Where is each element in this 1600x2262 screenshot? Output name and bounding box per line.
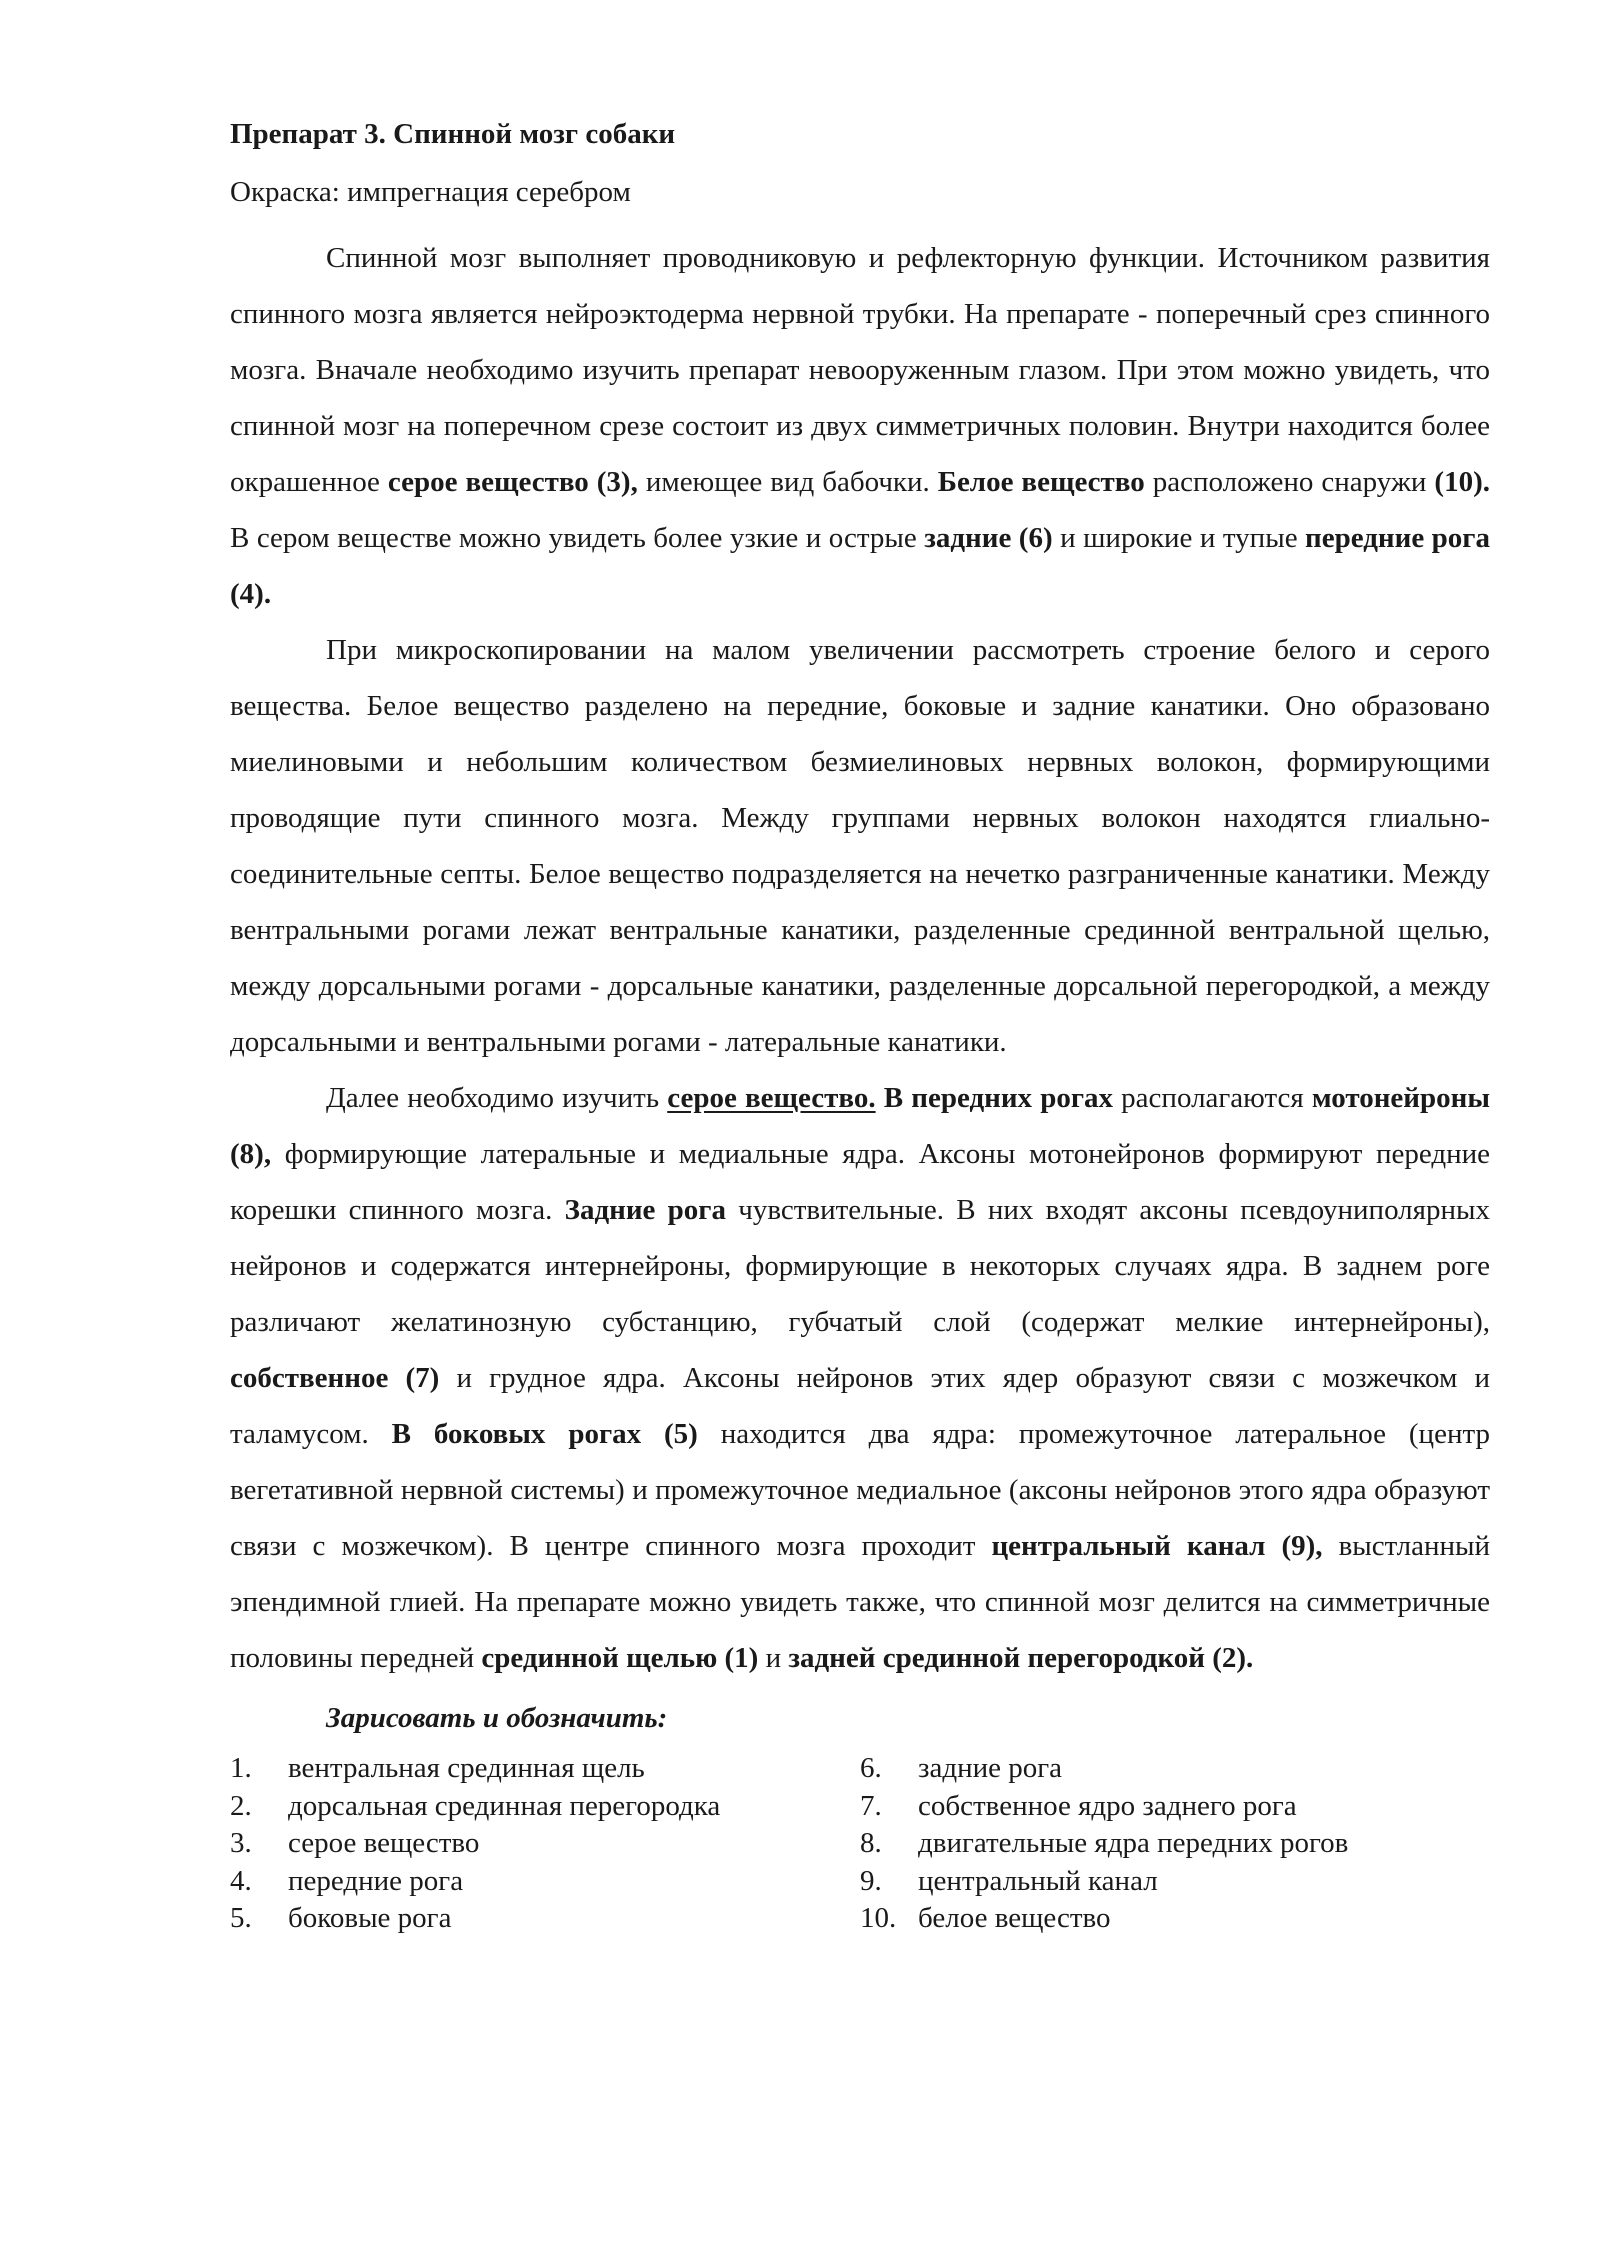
text-run: и грудное ядра. Аксоны нейронов этих ядер образуют связи с мозжечком и таламусом.	[230, 1362, 1490, 1450]
text-run: При микроскопировании на малом увеличении рассмотреть строение белого и серого вещества. Белое вещество разделено на передние, боковые и задние канатики. Оно образовано миелиновыми и небольшим количеством безмиелиновых нервных волокон, формирующими проводящие пути спинного мозга. Между группами нервных волокон находятся глиально-соединительные септы. Белое вещество подразделяется на нечетко разграниченные канатики. Между вентральными рогами лежат вентральные канатики, разделенные срединной вентральной щелью, между дорсальными рогами - дорсальные канатики, разделенные дорсальной перегородкой, а между дорсальными и вентральными рогами - латеральные канатики.	[230, 634, 1490, 1058]
legend-list-right	[860, 1750, 1490, 1938]
legend-item	[230, 1750, 860, 1788]
text-run: расположено снаружи	[1144, 466, 1435, 498]
legend-item	[860, 1863, 1490, 1901]
legend-lists	[230, 1750, 1490, 1938]
text-run: имеющее вид бабочки.	[637, 466, 938, 498]
emphasis: (10).	[1434, 466, 1490, 498]
paragraph-3	[230, 1070, 1490, 1686]
legend-item-label: белое вещество	[918, 1902, 1111, 1934]
emphasis: центральный канал (9),	[991, 1530, 1323, 1562]
task-heading: Зарисовать и обозначить:	[326, 1702, 668, 1734]
emphasis: Задние рога	[564, 1194, 726, 1226]
legend-item-label: серое вещество	[288, 1827, 480, 1859]
emphasis: мотонейроны (8),	[230, 1082, 1490, 1170]
legend-item-number: 3.	[230, 1827, 252, 1859]
emphasis: В передних рогах	[883, 1082, 1114, 1114]
document-page	[230, 108, 1490, 1938]
legend-item-label: задние рога	[918, 1752, 1063, 1784]
legend-item-number: 10.	[860, 1902, 897, 1934]
legend-item-number: 5.	[230, 1902, 252, 1934]
legend-item-number: 8.	[860, 1827, 882, 1859]
emphasis: серое вещество (3),	[387, 466, 638, 498]
legend-list-left	[230, 1750, 860, 1938]
legend-item-label: двигательные ядра передних рогов	[918, 1827, 1349, 1859]
paragraph-1	[230, 230, 1490, 622]
legend-column-right	[860, 1750, 1490, 1938]
emphasis: Белое вещество	[937, 466, 1145, 498]
legend-item-label: передние рога	[288, 1864, 464, 1897]
legend-column-left	[230, 1750, 860, 1938]
document-title: Препарат 3. Спинной мозг собаки	[230, 118, 676, 150]
emphasis: срединной щелью (1)	[481, 1642, 759, 1674]
legend-item	[230, 1863, 860, 1901]
text-run	[876, 1082, 884, 1114]
emphasis: передние рога (4).	[230, 522, 1490, 610]
legend-item	[230, 1900, 860, 1938]
legend-item	[230, 1788, 860, 1826]
emphasis: задние (6)	[924, 522, 1053, 554]
legend-item	[860, 1900, 1490, 1938]
legend-item-number: 2.	[230, 1789, 252, 1822]
text-run: располагаются	[1113, 1082, 1312, 1114]
text-run: выстланный эпендимной глией. На препарате можно увидеть также, что спинной мозг делится на симметричные половины передней	[230, 1530, 1491, 1674]
legend-item-number: 4.	[230, 1864, 252, 1897]
legend-item-number: 9.	[860, 1864, 882, 1897]
paragraph-2	[230, 622, 1490, 1070]
legend-item	[860, 1750, 1490, 1788]
legend-item-number: 6.	[860, 1752, 882, 1784]
legend-item	[230, 1825, 860, 1863]
text-run: и широкие и тупые	[1052, 522, 1306, 554]
emphasis: собственное (7)	[230, 1362, 440, 1394]
legend-item-label: вентральная срединная щель	[288, 1752, 645, 1784]
legend-item	[860, 1825, 1490, 1863]
text-run: чувствительные. В них входят аксоны псевдоуниполярных нейронов и содержатся интернейроны, формирующие в некоторых случаях ядра. В заднем роге различают желатинозную субстанцию, губчатый слой (содержат мелкие интернейроны),	[230, 1194, 1490, 1338]
legend-item-label: дорсальная срединная перегородка	[288, 1789, 721, 1822]
stain-method: Окраска: импрегнация серебром	[230, 176, 631, 208]
emphasis-underlined: серое вещество.	[667, 1082, 876, 1114]
text-run: и	[758, 1642, 789, 1674]
legend-item-label: собственное ядро заднего рога	[918, 1789, 1297, 1822]
text-run: находится два ядра: промежуточное латеральное (центр вегетативной нервной системы) и промежуточное медиальное (аксоны нейронов этого ядра образуют связи с мозжечком). В центре спинного мозга проходит	[230, 1418, 1490, 1562]
emphasis: задней срединной перегородкой (2).	[788, 1642, 1254, 1674]
emphasis: В боковых рогах (5)	[391, 1418, 698, 1450]
legend-item-label: центральный канал	[918, 1864, 1158, 1897]
text-run: формирующие латеральные и медиальные ядра. Аксоны мотонейронов формируют передние корешки спинного мозга.	[230, 1138, 1490, 1226]
text-run: В сером веществе можно увидеть более узкие и острые	[230, 522, 925, 554]
text-run: Далее необходимо изучить	[326, 1082, 668, 1114]
legend-item-label: боковые рога	[288, 1902, 452, 1934]
text-run: Спинной мозг выполняет проводниковую и рефлекторную функции. Источником развития спинного мозга является нейроэктодерма нервной трубки. На препарате - поперечный срез спинного мозга. Вначале необходимо изучить препарат невооруженным глазом. При этом можно увидеть, что спинной мозг на поперечном срезе состоит из двух симметричных половин. Внутри находится более окрашенное	[230, 242, 1490, 498]
legend-item-number: 7.	[860, 1789, 882, 1822]
legend-item-number: 1.	[230, 1752, 252, 1784]
legend-item	[860, 1788, 1490, 1826]
